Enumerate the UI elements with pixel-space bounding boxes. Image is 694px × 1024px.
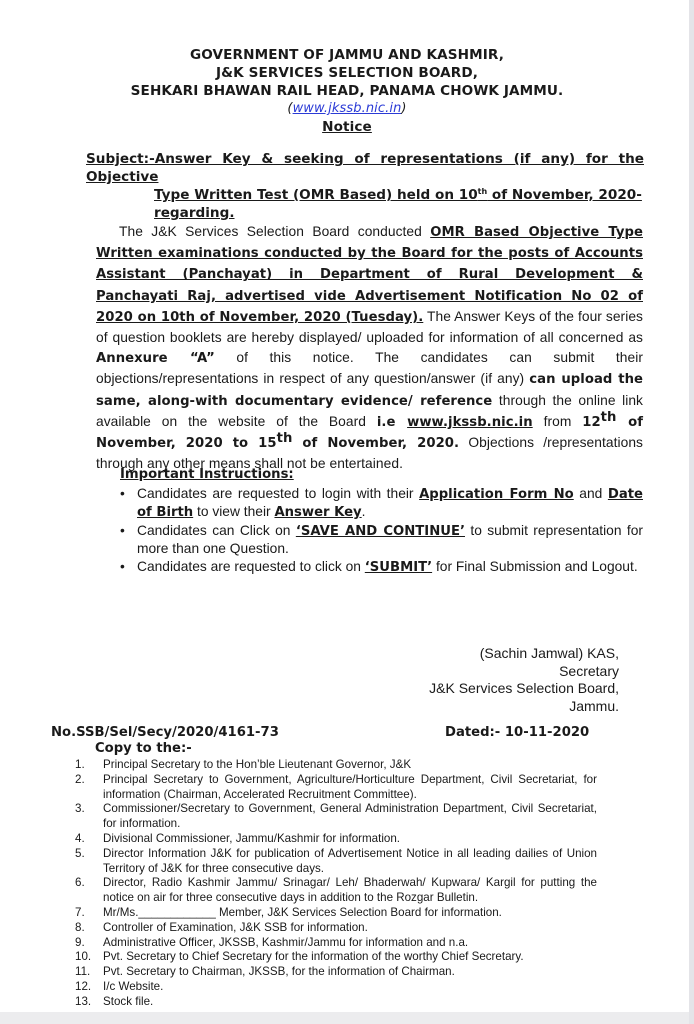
instruction-bold: Answer Key xyxy=(274,505,362,520)
signatory-name: (Sachin Jamwal) KAS, xyxy=(479,645,619,661)
copy-item-number: 3. xyxy=(75,802,85,816)
paren-close: ) xyxy=(401,101,407,116)
instructions-title: Important Instructions: xyxy=(120,467,294,482)
notice-title: Notice xyxy=(322,119,372,135)
copy-item-text: Director, Radio Kashmir Jammu/ Srinagar/ Leh/ Bhaderwah/ Kupwara/ Kargil for putting the notice on air for three consecutive days in addition to the Rozgar Bulletin. xyxy=(103,876,597,905)
copy-item xyxy=(75,773,597,803)
copy-item-text: Principal Secretary to the Hon’ble Lieutenant Governor, J&K xyxy=(103,758,412,771)
body-paragraph xyxy=(96,222,643,474)
copy-item-text: I/c Website. xyxy=(103,979,164,993)
superscript: th xyxy=(600,409,617,425)
copy-item-number: 1. xyxy=(75,758,85,771)
instruction-text: Candidates are requested to login with their xyxy=(137,485,420,501)
header-address: SEHKARI BHAWAN RAIL HEAD, PANAMA CHOWK JAMMU. xyxy=(130,83,564,99)
copy-item-text: Administrative Officer, JKSSB, Kashmir/Jammu for information and n.a. xyxy=(103,935,469,949)
copy-item-text: Pvt. Secretary to Chief Secretary for the information of the worthy Chief Secretary. xyxy=(103,950,524,964)
instruction-text: Candidates are requested to click on xyxy=(137,558,365,574)
body-text: of this notice. The candidates can submit their objections/representations in respect of any question/answer (if any) xyxy=(96,350,643,387)
copy-item-number: 5. xyxy=(75,846,85,860)
instruction-bold: Date of Birth xyxy=(137,486,643,520)
copy-item xyxy=(75,980,597,995)
signatory-organization: J&K Services Selection Board, xyxy=(429,680,619,696)
bullet-icon: • xyxy=(120,558,125,574)
copy-item xyxy=(75,832,597,847)
instruction-text: Candidates can Click on xyxy=(137,522,296,538)
letterhead xyxy=(0,46,694,136)
copy-item xyxy=(75,921,597,936)
copy-item-number: 13. xyxy=(75,994,92,1008)
copy-item-text: Mr/Ms.____________ Member, J&K Services Selection Board for information. xyxy=(103,905,502,919)
body-website-link[interactable]: www.jkssb.nic.in xyxy=(407,414,533,430)
website-link[interactable]: www.jkssb.nic.in xyxy=(292,101,402,116)
copy-item-text: Commissioner/Secretary to Government, General Administration Department, Civil Secretariat, for information. xyxy=(103,802,597,831)
reference-number: No.SSB/Sel/Secy/2020/4161-73 xyxy=(51,725,279,740)
copy-item-number: 12. xyxy=(75,979,92,993)
copy-item-number: 11. xyxy=(75,965,91,979)
bullet-icon: • xyxy=(120,522,125,538)
body-bold-date: 12 xyxy=(582,414,601,430)
superscript: th xyxy=(477,187,488,196)
body-bold-date: of November, 2020. xyxy=(292,436,460,452)
bullet-icon: • xyxy=(120,485,125,501)
copy-to-heading: Copy to the:- xyxy=(95,741,192,756)
copy-item-number: 4. xyxy=(75,831,85,845)
copy-item-text: Stock file. xyxy=(103,994,154,1008)
body-bold-annexure: Annexure “A” xyxy=(96,351,215,367)
copy-item xyxy=(75,950,597,965)
body-bold-ie: i.e xyxy=(376,414,408,430)
body-text: through the online link available on the website of the Board xyxy=(96,392,644,429)
instructions-list xyxy=(120,485,643,577)
subject-line xyxy=(86,150,644,222)
signature-block xyxy=(429,645,619,715)
copy-item xyxy=(75,965,597,980)
copy-item-text: Director Information J&K for publication of Advertisement Notice in all leading dailies of Union Territory of J&K for three consecutive days. xyxy=(103,846,597,875)
instruction-text: to view their xyxy=(193,504,275,519)
instruction-text: to submit representation for more than one Question. xyxy=(137,522,644,556)
copy-item-number: 7. xyxy=(75,905,85,919)
subject-text-2a: Type Written Test (OMR Based) held on 10 xyxy=(154,187,478,203)
copy-item xyxy=(75,802,597,832)
body-text: from xyxy=(532,413,583,429)
scrollbar-track[interactable] xyxy=(689,0,694,1024)
body-bold-upload: can upload the same, along-with documentary evidence/ reference xyxy=(96,372,644,409)
copy-item-number: 10. xyxy=(75,950,92,964)
copy-item-number: 8. xyxy=(75,920,85,934)
paren-open: ( xyxy=(287,101,293,116)
copy-item xyxy=(75,906,597,921)
subject-text-1: Subject:-Answer Key & seeking of representations (if any) for the Objective xyxy=(86,151,644,185)
instruction-bold: ‘SAVE AND CONTINUE’ xyxy=(295,523,465,539)
instruction-item xyxy=(120,522,643,558)
copy-item xyxy=(75,876,597,906)
copy-item xyxy=(75,847,597,877)
header-board: J&K SERVICES SELECTION BOARD, xyxy=(216,65,478,81)
signatory-designation: Secretary xyxy=(559,662,619,679)
body-text: The Answer Keys of the four series of question booklets are hereby displayed/ uploaded for information of all concerned as xyxy=(96,308,643,346)
instruction-item xyxy=(120,485,643,522)
instruction-text: . xyxy=(361,504,366,519)
reference-date: Dated:- 10-11-2020 xyxy=(445,725,590,740)
subject-text-2 xyxy=(86,186,644,204)
copy-item-text: Controller of Examination, J&K SSB for information. xyxy=(103,920,368,934)
body-bold-date: of November, 2020 to 15 xyxy=(96,414,643,452)
copy-to-list xyxy=(75,758,597,1010)
copy-item-number: 6. xyxy=(75,876,85,890)
copy-item-number: 9. xyxy=(75,935,85,949)
subject-text-3: regarding. xyxy=(154,205,235,221)
copy-item-number: 2. xyxy=(75,772,85,786)
instruction-bold: ‘SUBMIT’ xyxy=(364,559,433,575)
signatory-place: Jammu. xyxy=(569,697,619,714)
instruction-text: and xyxy=(573,485,608,501)
instruction-item xyxy=(120,558,643,577)
body-bold-exam-details: OMR Based Objective Type Written examinations conducted by the Board for the posts of Accounts Assistant (Panchayat) in Department of Rural Development & Panchayati Raj, advertised vide Advertisement Notification No 02 of 2020 on 10th of November, 2020 (Tuesday). xyxy=(96,225,643,325)
body-text: The J&K Services Selection Board conducted xyxy=(119,224,431,239)
reference-line xyxy=(51,724,611,741)
instruction-text: for Final Submission and Logout. xyxy=(432,558,638,574)
header-website xyxy=(0,100,694,118)
instruction-bold: Application Form No xyxy=(419,486,574,502)
header-government: GOVERNMENT OF JAMMU AND KASHMIR, xyxy=(190,47,504,63)
important-instructions xyxy=(120,466,643,576)
subject-text-2b: of November, 2020- xyxy=(487,187,642,203)
body-text: Objections /representations through any other means shall not be entertained. xyxy=(96,435,644,472)
copy-item-text: Divisional Commissioner, Jammu/Kashmir for information. xyxy=(103,831,401,845)
superscript: th xyxy=(276,431,293,447)
copy-item-text: Principal Secretary to Government, Agriculture/Horticulture Department, Civil Secretariat, for information (Chairman, Accelerated Recruitment Committee). xyxy=(103,772,597,801)
copy-item-text: Pvt. Secretary to Chairman, JKSSB, for the information of Chairman. xyxy=(103,965,455,979)
copy-item xyxy=(75,936,597,951)
copy-item xyxy=(75,995,597,1010)
copy-item xyxy=(75,758,597,773)
